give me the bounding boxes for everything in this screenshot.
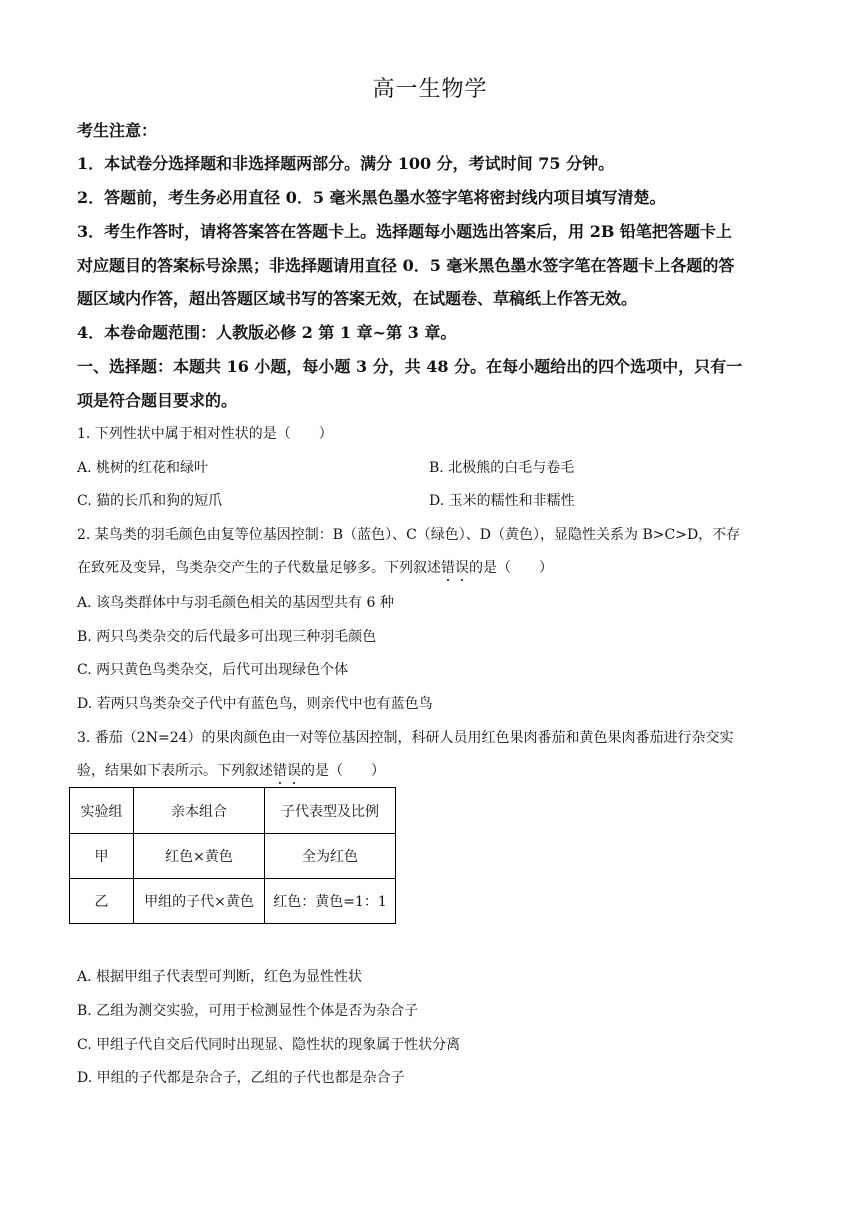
notice-item-2: 2．答题前，考生务必用直径 0．5 毫米黑色墨水签字笔将密封线内项目填写清楚。 (77, 188, 666, 207)
question-3-stem: 3. 番茄（2N=24）的果肉颜色由一对等位基因控制，科研人员用红色果肉番茄和黄色果肉番茄进行杂交实 (77, 730, 734, 746)
question-2-stem-cont (77, 557, 787, 577)
table-cell: 甲组的子代×黄色 (134, 879, 265, 924)
question-1-option-a: A. 桃树的红花和绿叶 (77, 460, 209, 476)
emphasis-char: 错 (441, 560, 455, 576)
table-cell: 红色：黄色=1：1 (265, 879, 396, 924)
notice-item-3: 3．考生作答时，请将答案答在答题卡上。选择题每小题选出答案后，用 2B 铅笔把答题卡上 (77, 222, 732, 241)
question-1-option-d: D. 玉米的糯性和非糯性 (429, 493, 575, 509)
table-header-cell: 子代表型及比例 (265, 788, 396, 834)
notice-item-3-cont1: 对应题目的答案标号涂黑；非选择题请用直径 0．5 毫米黑色墨水签字笔在答题卡上各题的答 (77, 256, 735, 275)
table-header-row (70, 788, 396, 834)
emphasis-char: 误 (287, 763, 301, 779)
question-3-option-c: C. 甲组子代自交后代同时出现显、隐性状的现象属于性状分离 (77, 1037, 461, 1053)
question-1-option-c: C. 猫的长爪和狗的短爪 (77, 493, 223, 509)
question-2-option-d: D. 若两只鸟类杂交子代中有蓝色鸟，则亲代中也有蓝色鸟 (77, 696, 433, 712)
question-3-stem-tail: 的是（ ） (301, 763, 385, 779)
table-row (70, 879, 396, 924)
table-header-cell: 亲本组合 (134, 788, 265, 834)
question-2-option-b: B. 两只鸟类杂交的后代最多可出现三种羽毛颜色 (77, 629, 377, 645)
question-2-stem: 2. 某鸟类的羽毛颜色由复等位基因控制：B（蓝色）、C（绿色）、D（黄色），显隐性关系为 B>C>D，不存 (77, 527, 741, 543)
table-cell: 乙 (70, 879, 134, 924)
emphasis-char: 误 (455, 560, 469, 576)
section-heading: 一、选择题：本题共 16 小题，每小题 3 分，共 48 分。在每小题给出的四个选项中，只有一 (77, 357, 743, 376)
notice-item-3-cont2: 题区域内作答，超出答题区域书写的答案无效，在试题卷、草稿纸上作答无效。 (77, 289, 638, 308)
question-3-stem-text: 验，结果如下表所示。下列叙述 (77, 763, 273, 779)
question-3-option-d: D. 甲组的子代都是杂合子，乙组的子代也都是杂合子 (77, 1070, 405, 1086)
table-header-cell: 实验组 (70, 788, 134, 834)
question-1-option-b: B. 北极熊的白毛与卷毛 (429, 460, 575, 476)
table-cell: 红色×黄色 (134, 834, 265, 879)
table-cell: 甲 (70, 834, 134, 879)
question-2-stem-text: 在致死及变异，鸟类杂交产生的子代数量足够多。下列叙述 (77, 560, 441, 576)
notice-item-1: 1．本试卷分选择题和非选择题两部分。满分 100 分，考试时间 75 分钟。 (77, 154, 615, 173)
question-2-option-a: A. 该鸟类群体中与羽毛颜色相关的基因型共有 6 种 (77, 595, 394, 611)
notice-heading: 考生注意： (77, 121, 158, 140)
results-table (69, 787, 396, 924)
emphasis-char: 错 (273, 763, 287, 779)
question-2-option-c: C. 两只黄色鸟类杂交，后代可出现绿色个体 (77, 662, 349, 678)
section-heading-cont: 项是符合题目要求的。 (77, 391, 238, 410)
question-1-stem: 1. 下列性状中属于相对性状的是（ ） (77, 426, 333, 442)
question-3-stem-cont (77, 760, 787, 780)
question-3-option-b: B. 乙组为测交实验，可用于检测显性个体是否为杂合子 (77, 1003, 419, 1019)
table-row (70, 834, 396, 879)
table-cell: 全为红色 (265, 834, 396, 879)
question-2-stem-tail: 的是（ ） (469, 560, 553, 576)
notice-item-4: 4．本卷命题范围：人教版必修 2 第 1 章~第 3 章。 (77, 323, 457, 342)
page-title: 高一生物学 (372, 77, 488, 102)
question-3-option-a: A. 根据甲组子代表型可判断，红色为显性性状 (77, 969, 363, 985)
